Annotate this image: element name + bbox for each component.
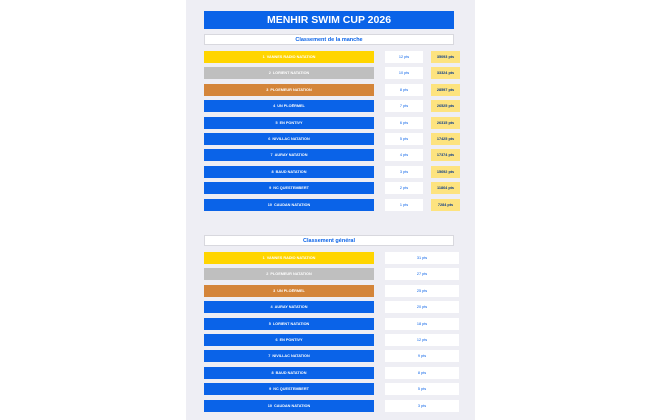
- rank-number: 1: [262, 256, 265, 260]
- rank-number: 6: [268, 137, 271, 141]
- manche-heading: Classement de la manche: [204, 34, 454, 45]
- rank-number: 7: [270, 153, 273, 158]
- team-name: NIVILLAC NATATION: [272, 137, 310, 141]
- team-name: CAUDAN NATATION: [273, 202, 311, 207]
- points-cell: 18 pts: [385, 318, 459, 330]
- points-cell: 10 pts: [385, 67, 423, 79]
- team-name-cell: [204, 133, 374, 145]
- rank-number: 5: [268, 321, 271, 326]
- team-name-cell: [204, 367, 374, 379]
- team-name-cell: [204, 117, 374, 129]
- rank-number: 3: [266, 87, 269, 92]
- rank-number: 9: [269, 186, 272, 191]
- team-name-cell: [204, 84, 374, 96]
- team-name: AURAY NATATION: [274, 153, 308, 158]
- team-name: NC QUESTEMBERT: [273, 186, 309, 191]
- manche-row: [204, 84, 460, 96]
- points-cell: 31 pts: [385, 252, 459, 264]
- team-name: BAUD NATATION: [275, 370, 307, 375]
- rank-number: 4: [270, 305, 273, 310]
- manche-row: [204, 199, 460, 211]
- team-name: CAUDAN NATATION: [273, 403, 311, 408]
- total-score-cell: 35093 pts: [431, 51, 460, 63]
- points-cell: 7 pts: [385, 100, 423, 112]
- rank-number: 3: [273, 288, 276, 293]
- points-cell: 25 pts: [385, 285, 459, 297]
- team-name: EN PONTIVY: [279, 338, 303, 342]
- team-name: PLOEMEUR NATATION: [270, 87, 312, 92]
- team-name: BAUD NATATION: [275, 169, 307, 174]
- team-name-cell: [204, 301, 374, 313]
- team-name: VANNES RADIO NATATION: [266, 55, 316, 59]
- rank-number: 8: [271, 169, 274, 174]
- team-name-cell: [204, 285, 374, 297]
- team-name-cell: [204, 182, 374, 194]
- points-cell: 5 pts: [385, 383, 459, 395]
- points-cell: 27 pts: [385, 268, 459, 280]
- points-cell: 8 pts: [385, 367, 459, 379]
- manche-row: [204, 182, 460, 194]
- team-name-cell: [204, 166, 374, 178]
- team-name-cell: [204, 199, 374, 211]
- team-name: PLOEMEUR NATATION: [270, 272, 312, 277]
- rank-number: 5: [275, 120, 278, 125]
- team-name: AURAY NATATION: [274, 305, 308, 310]
- total-score-cell: 11864 pts: [431, 182, 460, 194]
- team-name-cell: [204, 350, 374, 362]
- points-cell: 8 pts: [385, 84, 423, 96]
- points-cell: 20 pts: [385, 301, 459, 313]
- team-name: LORIENT NATATION: [272, 321, 310, 326]
- general-heading: Classement général: [204, 235, 454, 246]
- general-row: [204, 252, 460, 264]
- manche-row: [204, 100, 460, 112]
- team-name-cell: [204, 383, 374, 395]
- rank-number: 4: [273, 104, 276, 109]
- rank-number: 1: [262, 55, 265, 59]
- team-name-cell: [204, 400, 374, 412]
- team-name: NC QUESTEMBERT: [273, 387, 309, 392]
- team-name: EN PONTIVY: [279, 120, 303, 125]
- page-title: MENHIR SWIM CUP 2026: [204, 11, 454, 29]
- team-name-cell: [204, 334, 374, 346]
- team-name: NIVILLAC NATATION: [272, 354, 310, 359]
- total-score-cell: 28597 pts: [431, 84, 460, 96]
- total-score-cell: 33324 pts: [431, 67, 460, 79]
- total-score-cell: 26315 pts: [431, 117, 460, 129]
- team-name: VANNES RADIO NATATION: [266, 256, 316, 260]
- points-cell: 6 pts: [385, 117, 423, 129]
- team-name-cell: [204, 100, 374, 112]
- points-cell: 3 pts: [385, 400, 459, 412]
- total-score-cell: 17425 pts: [431, 133, 460, 145]
- rank-number: 7: [268, 354, 271, 359]
- general-row: [204, 400, 460, 412]
- points-cell: 2 pts: [385, 182, 423, 194]
- rank-number: 10: [267, 403, 272, 408]
- rank-number: 10: [267, 202, 272, 207]
- general-row: [204, 285, 460, 297]
- rank-number: 9: [269, 387, 272, 392]
- manche-row: [204, 133, 460, 145]
- manche-row: [204, 67, 460, 79]
- general-row: [204, 318, 460, 330]
- general-row: [204, 334, 460, 346]
- points-cell: 1 pts: [385, 199, 423, 211]
- manche-row: [204, 149, 460, 161]
- total-score-cell: 26525 pts: [431, 100, 460, 112]
- total-score-cell: 15692 pts: [431, 166, 460, 178]
- team-name: LORIENT NATATION: [272, 71, 310, 76]
- rank-number: 8: [271, 370, 274, 375]
- points-cell: 5 pts: [385, 133, 423, 145]
- team-name-cell: [204, 318, 374, 330]
- general-row: [204, 350, 460, 362]
- team-name-cell: [204, 268, 374, 280]
- general-row: [204, 301, 460, 313]
- points-cell: 12 pts: [385, 334, 459, 346]
- total-score-cell: 17374 pts: [431, 149, 460, 161]
- team-name-cell: [204, 149, 374, 161]
- points-cell: 12 pts: [385, 51, 423, 63]
- manche-row: [204, 166, 460, 178]
- team-name-cell: [204, 51, 374, 63]
- rank-number: 2: [266, 272, 269, 277]
- manche-row: [204, 117, 460, 129]
- rank-number: 6: [275, 338, 278, 342]
- general-row: [204, 367, 460, 379]
- points-cell: 9 pts: [385, 350, 459, 362]
- team-name-cell: [204, 252, 374, 264]
- general-row: [204, 383, 460, 395]
- team-name: UN PLOËRMEL: [277, 288, 305, 293]
- rank-number: 2: [268, 71, 271, 76]
- total-score-cell: 7284 pts: [431, 199, 460, 211]
- team-name: UN PLOËRMEL: [277, 104, 305, 109]
- points-cell: 4 pts: [385, 149, 423, 161]
- team-name-cell: [204, 67, 374, 79]
- manche-row: [204, 51, 460, 63]
- points-cell: 3 pts: [385, 166, 423, 178]
- general-row: [204, 268, 460, 280]
